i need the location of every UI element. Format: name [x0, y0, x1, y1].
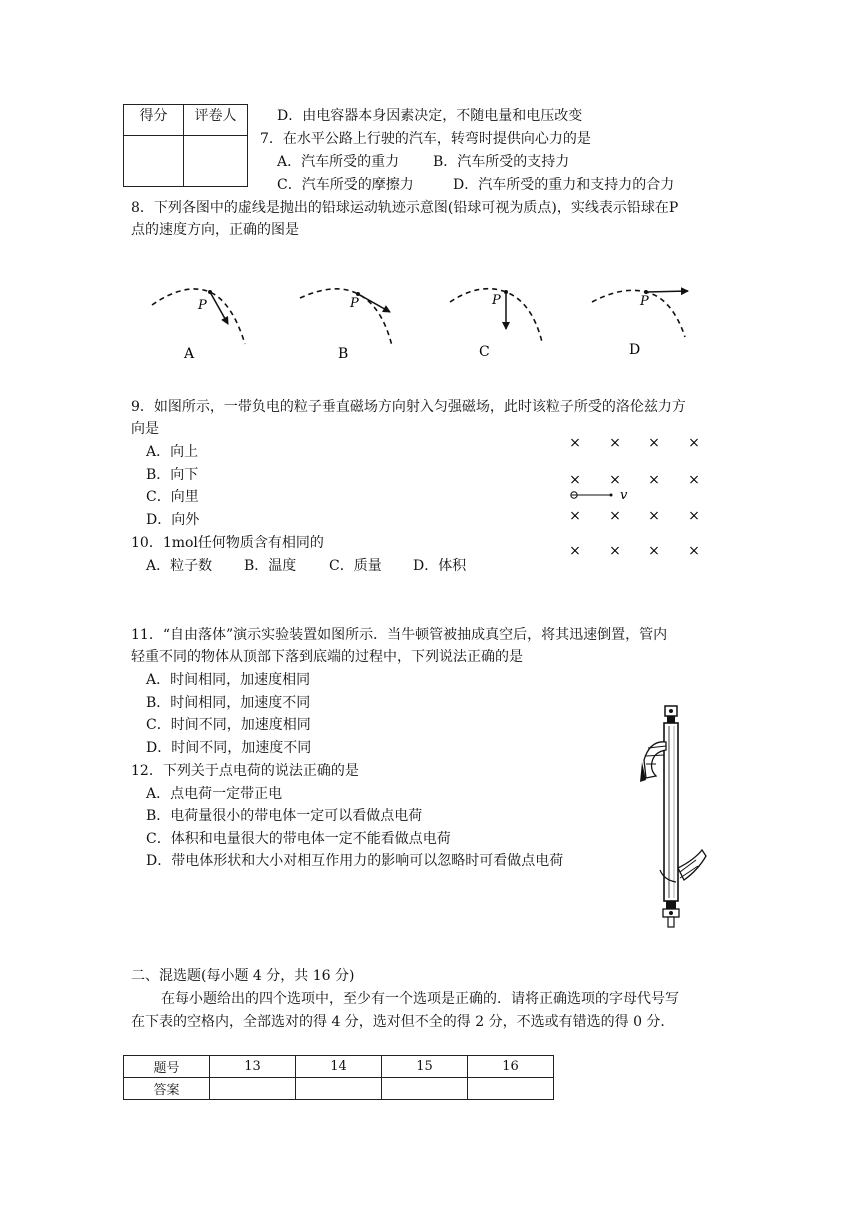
q7-option-c: C．汽车所受的摩擦力 [277, 177, 414, 193]
svg-text:×: × [688, 508, 700, 524]
svg-text:×: × [688, 543, 700, 559]
svg-text:×: × [569, 543, 581, 559]
q8-stem-line2: 点的速度方向，正确的图是 [131, 222, 299, 238]
q8-figure-a [152, 289, 245, 362]
magnetic-field-figure [560, 430, 710, 560]
svg-text:×: × [648, 435, 660, 451]
answer-table-number-header: 题号 [124, 1056, 210, 1078]
question-number-15: 15 [382, 1056, 468, 1078]
section2-instructions-line1: 在每小题给出的四个选项中，至少有一个选项是正确的．请将正确选项的字母代号写 [161, 991, 679, 1007]
score-table [123, 104, 248, 187]
q12-option-a: A．点电荷一定带正电 [146, 786, 283, 802]
q8-b-point-label: P [350, 296, 359, 311]
q11-stem-line2: 轻重不同的物体从顶部下落到底端的过程中，下列说法正确的是 [131, 649, 523, 665]
q8-d-point-label: P [640, 294, 649, 309]
score-header: 得分 [124, 105, 184, 136]
q10-option-d: D．体积 [413, 558, 467, 574]
q8-c-point-label: P [492, 293, 501, 308]
question-number-14: 14 [296, 1056, 382, 1078]
q8-c-caption: C [479, 344, 490, 360]
q12-option-b: B．电荷量很小的带电体一定可以看做点电荷 [146, 808, 423, 824]
particle-velocity [571, 488, 628, 503]
svg-text:×: × [648, 543, 660, 559]
svg-text:×: × [569, 508, 581, 524]
q10-option-b: B．温度 [244, 558, 297, 574]
q9-option-b: B．向下 [146, 467, 199, 483]
q6-option-d: D．由电容器本身因素决定，不随电量和电压改变 [277, 108, 583, 124]
grader-header: 评卷人 [184, 105, 248, 136]
q12-option-c: C．体积和电量很大的带电体一定不能看做点电荷 [146, 831, 451, 847]
q8-a-point-label: P [198, 298, 207, 313]
q9-option-a: A．向上 [146, 444, 199, 460]
velocity-label: v [620, 488, 628, 503]
q8-stem-line1: 8．下列各图中的虚线是抛出的铅球运动轨迹示意图(铅球可视为质点)，实线表示铅球在P [131, 200, 679, 216]
q8-figure-b [300, 289, 392, 362]
q12-stem: 12．下列关于点电荷的说法正确的是 [131, 763, 359, 779]
q7-option-d: D．汽车所受的重力和支持力的合力 [453, 177, 675, 193]
question-number-13: 13 [210, 1056, 296, 1078]
q11-option-d: D．时间不同，加速度不同 [146, 740, 312, 756]
q11-stem-line1: 11．“自由落体”演示实验装置如图所示．当牛顿管被抽成真空后，将其迅速倒置，管内 [131, 627, 668, 643]
svg-text:×: × [648, 508, 660, 524]
table-row [124, 1056, 554, 1078]
q11-option-b: B．时间相同，加速度不同 [146, 695, 311, 711]
grader-cell [184, 136, 248, 187]
answer-cell-16 [468, 1078, 554, 1100]
q7-option-a: A．汽车所受的重力 [277, 154, 400, 170]
section2-title: 二、混选题(每小题 4 分，共 16 分) [131, 968, 355, 984]
q7-option-b: B．汽车所受的支持力 [433, 154, 570, 170]
svg-text:×: × [569, 472, 581, 488]
q11-option-c: C．时间不同，加速度相同 [146, 717, 311, 733]
table-row [124, 1078, 554, 1100]
q8-figure-c [450, 289, 542, 360]
q12-option-d: D．带电体形状和大小对相互作用力的影响可以忽略时可看做点电荷 [146, 853, 564, 869]
q8-figure-d [592, 290, 688, 358]
q10-stem: 10．1mol任何物质含有相同的 [131, 535, 324, 551]
section2-instructions-line2: 在下表的空格内，全部选对的得 4 分，选对但不全的得 2 分，不选或有错选的得 0 分． [131, 1014, 675, 1030]
answer-table [123, 1055, 554, 1100]
svg-text:×: × [648, 472, 660, 488]
svg-text:×: × [609, 472, 621, 488]
q8-b-caption: B [338, 346, 349, 362]
q11-option-a: A．时间相同，加速度相同 [146, 672, 311, 688]
q9-stem-line1: 9．如图所示，一带负电的粒子垂直磁场方向射入匀强磁场，此时该粒子所受的洛伦兹力方 [131, 399, 686, 415]
answer-table-answer-header: 答案 [124, 1078, 210, 1100]
q7-stem: 7．在水平公路上行驶的汽车，转弯时提供向心力的是 [260, 131, 591, 147]
q10-option-a: A．粒子数 [146, 558, 213, 574]
svg-text:×: × [688, 435, 700, 451]
svg-text:×: × [569, 435, 581, 451]
q8-d-caption: D [629, 342, 641, 358]
svg-text:×: × [688, 472, 700, 488]
q9-option-c: C．向里 [146, 489, 199, 505]
q10-option-c: C．质量 [329, 558, 382, 574]
answer-cell-14 [296, 1078, 382, 1100]
answer-cell-15 [382, 1078, 468, 1100]
svg-text:×: × [609, 543, 621, 559]
q9-option-d: D．向外 [146, 512, 200, 528]
q9-stem-line2: 向是 [131, 421, 159, 437]
q8-figures [140, 272, 720, 367]
svg-text:×: × [609, 508, 621, 524]
field-cross-marks [569, 435, 700, 559]
question-number-16: 16 [468, 1056, 554, 1078]
score-cell [124, 136, 184, 187]
q8-a-caption: A [184, 346, 195, 362]
answer-cell-13 [210, 1078, 296, 1100]
svg-text:×: × [609, 435, 621, 451]
newton-tube-figure [636, 700, 711, 935]
